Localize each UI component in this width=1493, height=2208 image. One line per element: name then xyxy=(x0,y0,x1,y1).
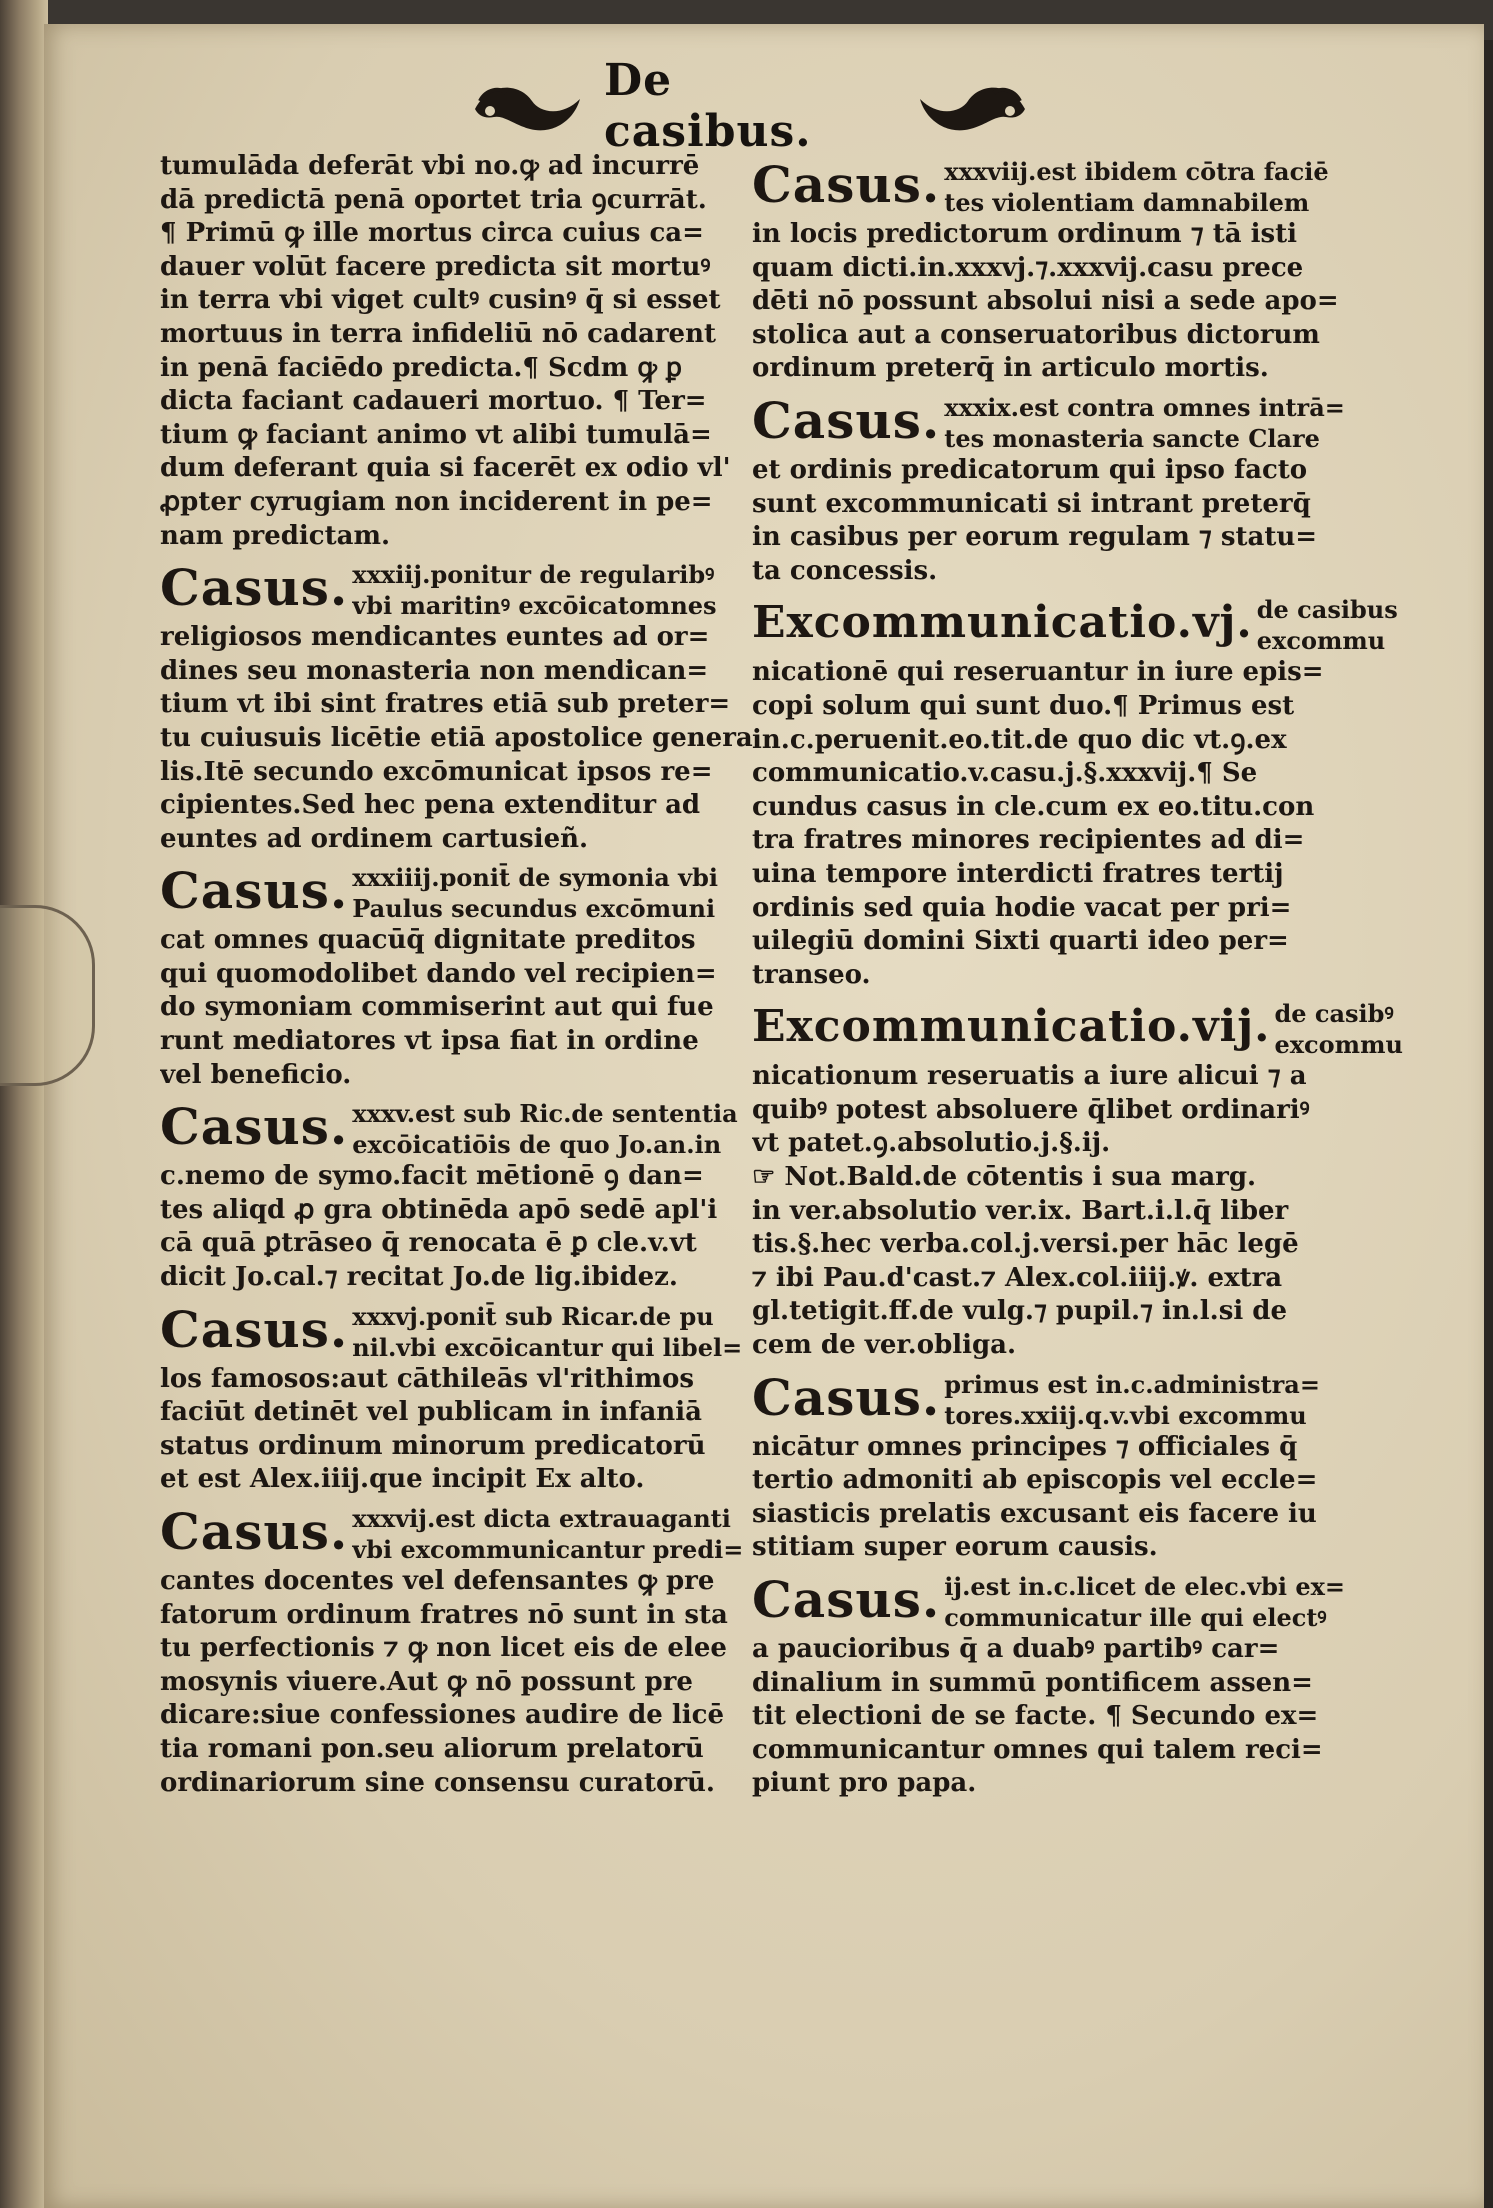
text-line: excommu xyxy=(1256,626,1386,656)
text-line: do symoniam commiserint aut qui fue xyxy=(160,992,714,1023)
text-line: vbi excommunicantur predi= xyxy=(352,1535,744,1564)
text-paragraph xyxy=(160,924,775,1092)
text-line: tit electioni de se facte. ¶ Secundo ex= xyxy=(752,1701,1319,1732)
text-line: fatorum ordinum fratres nō sunt in sta xyxy=(160,1599,728,1630)
text-line: qui quomodolibet dando vel recipien= xyxy=(160,958,717,989)
casus-heading-word: Casus. xyxy=(160,1502,349,1561)
casus-heading-lines xyxy=(352,1299,742,1363)
text-line: cā quā ꝑtrāseo q̄ renocata ē ꝑ cle.v.vt xyxy=(160,1228,697,1259)
text-line: tia romani pon.seu aliorum prelatorū xyxy=(160,1733,704,1764)
text-line: cundus casus in cle.cum ex eo.titu.con xyxy=(752,791,1315,822)
casus-heading-word: Casus. xyxy=(160,861,349,921)
text-line: dicare:siue confessiones audire de licē xyxy=(160,1700,725,1731)
text-line: uina tempore interdicti fratres tertij xyxy=(752,858,1284,889)
text-line: communicatio.v.casu.j.§.xxxvij.¶ Se xyxy=(752,758,1258,789)
casus-heading-word: Excommunicatio.vj. xyxy=(752,597,1253,649)
text-line: ta concessis. xyxy=(752,555,938,586)
casus-heading xyxy=(752,996,1403,1060)
casus-heading-word: Casus. xyxy=(752,1367,941,1427)
text-line: ordinis sed quia hodie vacat per pri= xyxy=(752,892,1292,923)
running-header xyxy=(470,56,1030,156)
text-line: quibꝰ potest absoluere q̄libet ordinariꝰ xyxy=(752,1094,1310,1125)
casus-heading-lines xyxy=(352,860,718,924)
text-line: cantes docentes vel defensantes ꝙ pre xyxy=(160,1566,715,1596)
text-paragraph xyxy=(160,1565,775,1800)
text-line: communicantur omnes qui talem reci= xyxy=(752,1734,1323,1765)
text-line: nicationē qui reseruantur in iure epis= xyxy=(752,657,1324,688)
casus-heading-word: Casus. xyxy=(160,1097,349,1157)
text-line: xxxiiij.ponit̄ de symonia vbi xyxy=(352,863,718,893)
casus-heading-lines xyxy=(944,390,1345,454)
casus-heading-lines xyxy=(352,557,716,621)
casus-heading-lines xyxy=(944,1367,1320,1431)
text-line: ☞ Not.Bald.de cōtentis i sua marg. xyxy=(752,1162,1257,1193)
text-paragraph xyxy=(752,1633,1367,1801)
text-line: nil.vbi excōicantur qui libel= xyxy=(352,1332,743,1362)
text-line: xxxix.est contra omnes intrā= xyxy=(944,392,1345,422)
text-line: ꝓpter cyrugiam non inciderent in pe= xyxy=(160,486,713,517)
text-line: nicationum reseruatis a iure alicui ⁊ a xyxy=(752,1061,1307,1092)
text-line: a paucioribus q̄ a duabꝰ partibꝰ car= xyxy=(752,1634,1280,1664)
text-line: copi solum qui sunt duo.¶ Primus est xyxy=(752,690,1295,721)
text-line: tu cuiusuis licētie etiā apostolice genera xyxy=(160,722,753,753)
text-line: status ordinum minorum predicatorū xyxy=(160,1430,706,1461)
text-line: in.c.peruenit.eo.tit.de quo dic vt.ꝯ.ex xyxy=(752,724,1287,755)
text-line: stitiam super eorum causis. xyxy=(752,1532,1158,1563)
text-line: religiosos mendicantes euntes ad or= xyxy=(160,622,710,653)
text-line: siasticis prelatis excusant eis facere iu xyxy=(752,1498,1317,1529)
text-paragraph xyxy=(160,1160,775,1294)
text-line: los famosos:aut cāthileās vl'rithimos xyxy=(160,1363,695,1394)
text-line: dēti nō possunt absolui nisi a sede apo= xyxy=(752,286,1339,317)
text-line: vel beneficio. xyxy=(160,1059,352,1090)
text-line: dum deferant quia si facerēt ex odio vl' xyxy=(160,453,731,484)
header-title: De casibus. xyxy=(603,55,812,157)
text-line: cem de ver.obliga. xyxy=(752,1330,1017,1361)
text-line: tu perfectionis ⁊ ꝙ non licet eis de elee xyxy=(160,1633,727,1664)
text-line: et ordinis predicatorum qui ipso facto xyxy=(752,454,1308,485)
text-paragraph xyxy=(160,150,775,553)
text-line: dauer volūt facere predicta sit mortuꝰ xyxy=(160,251,711,282)
page-clip xyxy=(0,905,95,1086)
text-line: ¶ Primū ꝙ ille mortus circa cuius ca= xyxy=(160,218,704,249)
text-line: xxxvij.est dicta extrauaganti xyxy=(352,1504,731,1533)
right-fleuron-ornament xyxy=(910,71,1030,141)
casus-heading-lines xyxy=(352,1501,743,1565)
text-line: tes monasteria sancte Clare xyxy=(944,423,1320,453)
text-line: xxxvj.ponit̄ sub Ricar.de pu xyxy=(352,1301,714,1331)
text-line: dicit Jo.cal.⁊ recitat Jo.de lig.ibidez. xyxy=(160,1262,678,1293)
text-line: in locis predictorum ordinum ⁊ tā isti xyxy=(752,219,1298,249)
text-line: Paulus secundus excōmuni xyxy=(352,894,716,924)
text-line: mortuus in terra infideliū nō cadarent xyxy=(160,318,717,349)
text-line: tumulāda deferāt vbi no.ꝙ ad incurrē xyxy=(160,151,700,181)
text-line: vt patet.ꝯ.absolutio.j.§.ij. xyxy=(752,1128,1111,1159)
text-line: transeo. xyxy=(752,959,871,990)
text-line: communicatur ille qui electꝰ xyxy=(944,1603,1327,1632)
text-line: nam predictam. xyxy=(160,520,391,551)
text-line: faciūt detinēt vel publicam in infaniā xyxy=(160,1397,702,1428)
left-text-column xyxy=(160,150,775,1800)
casus-heading xyxy=(752,1569,1367,1633)
text-paragraph xyxy=(752,1060,1367,1362)
book-binding xyxy=(0,0,48,2208)
text-line: tores.xxiij.q.v.vbi excommu xyxy=(944,1400,1307,1430)
casus-heading-lines xyxy=(1274,996,1402,1060)
text-line: tra fratres minores recipientes ad di= xyxy=(752,825,1305,856)
casus-heading-word: Casus. xyxy=(752,1570,941,1629)
text-line: stolica aut a conseruatoribus dictorum xyxy=(752,319,1320,350)
text-line: nicātur omnes principes ⁊ officiales q̄ xyxy=(752,1431,1298,1462)
text-paragraph xyxy=(752,656,1367,992)
casus-heading xyxy=(752,154,1367,218)
text-line: cat omnes quacūq̄ dignitate preditos xyxy=(160,925,696,956)
casus-heading xyxy=(752,390,1367,454)
text-line: tertio admoniti ab episcopis vel eccle= xyxy=(752,1465,1318,1496)
text-line: de casibus xyxy=(1256,595,1398,625)
text-line: in penā faciēdo predicta.¶ Scdm ꝙ ꝑ xyxy=(160,352,682,383)
text-line: runt mediatores vt ipsa fiat in ordine xyxy=(160,1026,699,1057)
text-line: xxxviij.est ibidem cōtra faciē xyxy=(944,157,1329,186)
casus-heading-word: Excommunicatio.vij. xyxy=(752,1001,1271,1053)
text-line: ij.est in.c.licet de elec.vbi ex= xyxy=(944,1572,1346,1601)
text-line: ⁊ ibi Pau.d'cast.⁊ Alex.col.iiij.ꝟ. extra xyxy=(752,1262,1283,1293)
casus-heading-lines xyxy=(1257,592,1398,656)
casus-heading-word: Casus. xyxy=(160,1299,349,1359)
text-line: xxxv.est sub Ric.de sententia xyxy=(352,1099,738,1129)
text-line: euntes ad ordinem cartusieñ. xyxy=(160,823,589,854)
casus-heading xyxy=(752,592,1398,656)
text-line: tis.§.hec verba.col.j.versi.per hāc legē xyxy=(752,1229,1299,1260)
right-text-column xyxy=(752,150,1403,1801)
text-line: dicta faciant cadaueri mortuo. ¶ Ter= xyxy=(160,386,707,417)
text-line: piunt pro papa. xyxy=(752,1768,977,1799)
text-line: in terra vbi viget cultꝰ cusinꝰ q̄ si esset xyxy=(160,285,721,316)
text-line: de casibꝰ xyxy=(1274,999,1394,1029)
casus-heading xyxy=(160,1299,775,1363)
text-paragraph xyxy=(752,454,1367,588)
text-line: primus est in.c.administra= xyxy=(944,1369,1320,1399)
casus-heading-word: Casus. xyxy=(160,558,349,618)
text-line: sunt excommunicati si intrant preterq̄ xyxy=(752,488,1311,519)
text-line: dines seu monasteria non mendican= xyxy=(160,655,709,686)
text-line: excōicatiōis de quo Jo.an.in xyxy=(352,1130,722,1160)
text-line: lis.Itē secundo excōmunicat ipsos re= xyxy=(160,756,713,787)
text-line: cipientes.Sed hec pena extenditur ad xyxy=(160,790,701,821)
casus-heading-lines xyxy=(944,154,1328,218)
casus-heading xyxy=(160,557,775,621)
text-line: ordinum preterq̄ in articulo mortis. xyxy=(752,353,1269,384)
casus-heading-word: Casus. xyxy=(752,155,941,214)
casus-heading-word: Casus. xyxy=(752,390,941,450)
casus-heading xyxy=(160,1501,775,1565)
text-line: mosynis viuere.Aut ꝙ nō possunt pre xyxy=(160,1666,693,1697)
text-line: gl.tetigit.ff.de vulg.⁊ pupil.⁊ in.l.si de xyxy=(752,1296,1288,1327)
text-line: tes aliqd ꝓ gra obtinēda apō sedē apl'i xyxy=(160,1194,718,1225)
text-line: et est Alex.iiij.que incipit Ex alto. xyxy=(160,1464,645,1495)
text-paragraph xyxy=(752,218,1367,386)
casus-heading xyxy=(160,860,775,924)
text-line: excommu xyxy=(1274,1030,1403,1060)
text-line: dinalium in summū pontificem assen= xyxy=(752,1667,1313,1698)
text-line: vbi maritinꝰ excōicatomnes xyxy=(352,591,717,621)
text-line: dā predictā penā oportet tria ꝯcurrāt. xyxy=(160,184,707,215)
casus-heading xyxy=(752,1367,1367,1431)
text-line: uilegiū domini Sixti quarti ideo per= xyxy=(752,926,1289,957)
casus-heading-lines xyxy=(944,1569,1345,1633)
left-fleuron-ornament xyxy=(470,71,590,141)
text-line: xxxiij.ponitur de regularibꝰ xyxy=(352,560,715,590)
text-paragraph xyxy=(752,1431,1367,1565)
text-paragraph xyxy=(160,621,775,856)
text-line: ordinariorum sine consensu curatorū. xyxy=(160,1767,715,1798)
text-line: quam dicti.in.xxxvj.⁊.xxxvij.casu prece xyxy=(752,252,1304,283)
text-line: in ver.absolutio ver.ix. Bart.i.l.q̄ liber xyxy=(752,1195,1289,1226)
text-line: tes violentiam damnabilem xyxy=(944,188,1310,217)
text-paragraph xyxy=(160,1363,775,1497)
casus-heading xyxy=(160,1096,775,1160)
text-line: tium vt ibi sint fratres etiā sub preter= xyxy=(160,689,731,720)
text-line: in casibus per eorum regulam ⁊ statu= xyxy=(752,522,1318,553)
text-line: tium ꝙ faciant animo vt alibi tumulā= xyxy=(160,419,712,450)
casus-heading-lines xyxy=(352,1096,737,1160)
text-line: c.nemo de symo.facit mētionē ꝯ dan= xyxy=(160,1161,704,1192)
